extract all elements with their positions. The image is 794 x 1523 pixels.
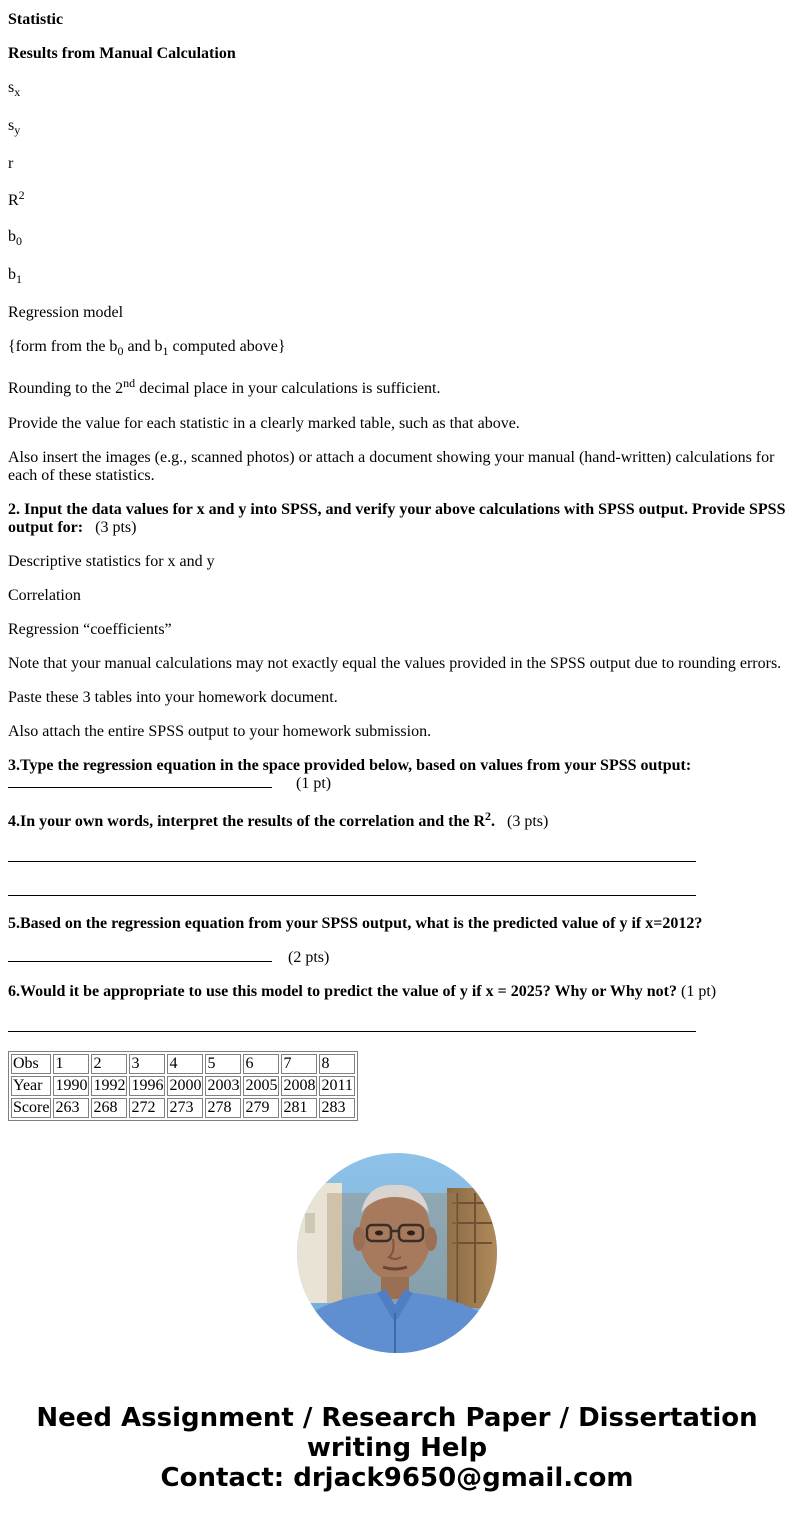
row-label: Obs xyxy=(11,1054,51,1074)
author-photo xyxy=(297,1153,497,1353)
table-cell: 268 xyxy=(91,1098,127,1118)
table-cell: 7 xyxy=(281,1054,317,1074)
regression-model-label: Regression model xyxy=(8,304,124,321)
table-cell: 6 xyxy=(243,1054,279,1074)
table-cell: 2000 xyxy=(169,1077,202,1094)
portrait-image xyxy=(297,1153,497,1353)
table-row xyxy=(11,1076,355,1096)
attach-output-note: Also attach the entire SPSS output to your homework submission. xyxy=(8,723,432,740)
data-table xyxy=(8,1051,358,1121)
question-2: 2. Input the data values for x and y into SPSS, and verify your above calculations with SPSS output. Provide SPSS output for: (3 pts) xyxy=(8,501,786,536)
answer-line xyxy=(8,1031,696,1032)
table-cell: 273 xyxy=(167,1098,203,1118)
question-3: 3.Type the regression equation in the space provided below, based on values from your SPSS output: xyxy=(8,757,692,774)
answer-blank xyxy=(8,787,272,788)
table-cell: 2011 xyxy=(321,1077,353,1094)
table-cell: 1996 xyxy=(131,1077,164,1094)
stat-b0: $b_0$ xyxy=(8,228,22,248)
q2-item-coefficients: Regression “coefficients” xyxy=(8,621,172,638)
table-row xyxy=(11,1098,355,1118)
row-label: Year xyxy=(11,1076,51,1096)
stat-b1: $b_1$ xyxy=(8,266,22,286)
q2-item-correlation: Correlation xyxy=(8,587,81,604)
promo-banner xyxy=(0,1403,794,1493)
table-note: Provide the value for each statistic in a clearly marked table, such as that above. xyxy=(8,415,520,432)
table-cell: 5 xyxy=(205,1054,241,1074)
rounding-note: Rounding to the 2nd decimal place in your calculations is sufficient. xyxy=(8,376,441,397)
regression-model-form: {form from the $b_0$ and $b_1$ computed above} xyxy=(8,338,286,358)
table-cell: 1990 xyxy=(55,1077,88,1094)
table-cell: 8 xyxy=(319,1054,354,1074)
stat-sy: $s_y$ xyxy=(8,117,21,137)
table-row xyxy=(11,1054,355,1074)
paste-tables-note: Paste these 3 tables into your homework document. xyxy=(8,689,338,706)
answer-line xyxy=(8,895,696,896)
table-cell: 2005 xyxy=(245,1077,278,1094)
promo-line-1: Need Assignment / Research Paper / Dissertation xyxy=(36,1403,758,1433)
table-cell: 279 xyxy=(243,1098,279,1118)
answer-blank xyxy=(8,961,272,962)
answer-line xyxy=(8,861,696,862)
table-cell: 278 xyxy=(205,1098,241,1118)
table-cell: 263 xyxy=(53,1098,89,1118)
results-heading: Results from Manual Calculation xyxy=(8,45,236,62)
promo-contact: Contact: drjack9650@gmail.com xyxy=(160,1463,634,1493)
table-cell: 2008 xyxy=(283,1077,316,1094)
table-cell: 1 xyxy=(53,1054,89,1074)
table-cell: 2 xyxy=(91,1054,127,1074)
question-4: 4.In your own words, interpret the results of the correlation and the $R^2$. (3 pts) xyxy=(8,809,549,830)
question-5: 5.Based on the regression equation from your SPSS output, what is the predicted value of y if x=2012? xyxy=(8,915,703,932)
images-note: Also insert the images (e.g., scanned photos) or attach a document showing your manual (hand-written) calculations for each of these statistics. xyxy=(8,449,775,484)
question-5-answer-line: (2 pts) xyxy=(8,949,329,967)
stat-r-squared: $R^2$ xyxy=(8,188,25,209)
table-cell: 2003 xyxy=(207,1077,240,1094)
table-cell: 4 xyxy=(167,1054,203,1074)
q2-item-descriptive: Descriptive statistics for x and y xyxy=(8,553,215,570)
question-3-answer-line: (1 pt) xyxy=(8,775,331,793)
statistic-heading: Statistic xyxy=(8,11,64,28)
table-cell: 272 xyxy=(129,1098,165,1118)
table-cell: 283 xyxy=(319,1098,354,1118)
question-6: 6.Would it be appropriate to use this model to predict the value of y if x = 2025? Why or Why not? (1 pt) xyxy=(8,983,717,1000)
table-cell: 281 xyxy=(281,1098,317,1118)
stat-sx: $s_x$ xyxy=(8,79,21,99)
table-cell: 3 xyxy=(129,1054,165,1074)
stat-r: r xyxy=(8,155,14,172)
promo-line-2: writing Help xyxy=(306,1433,488,1463)
table-cell: 1992 xyxy=(93,1077,126,1094)
rounding-errors-note: Note that your manual calculations may not exactly equal the values provided in the SPSS output due to rounding errors. xyxy=(8,655,782,672)
row-label: Score xyxy=(13,1099,50,1116)
